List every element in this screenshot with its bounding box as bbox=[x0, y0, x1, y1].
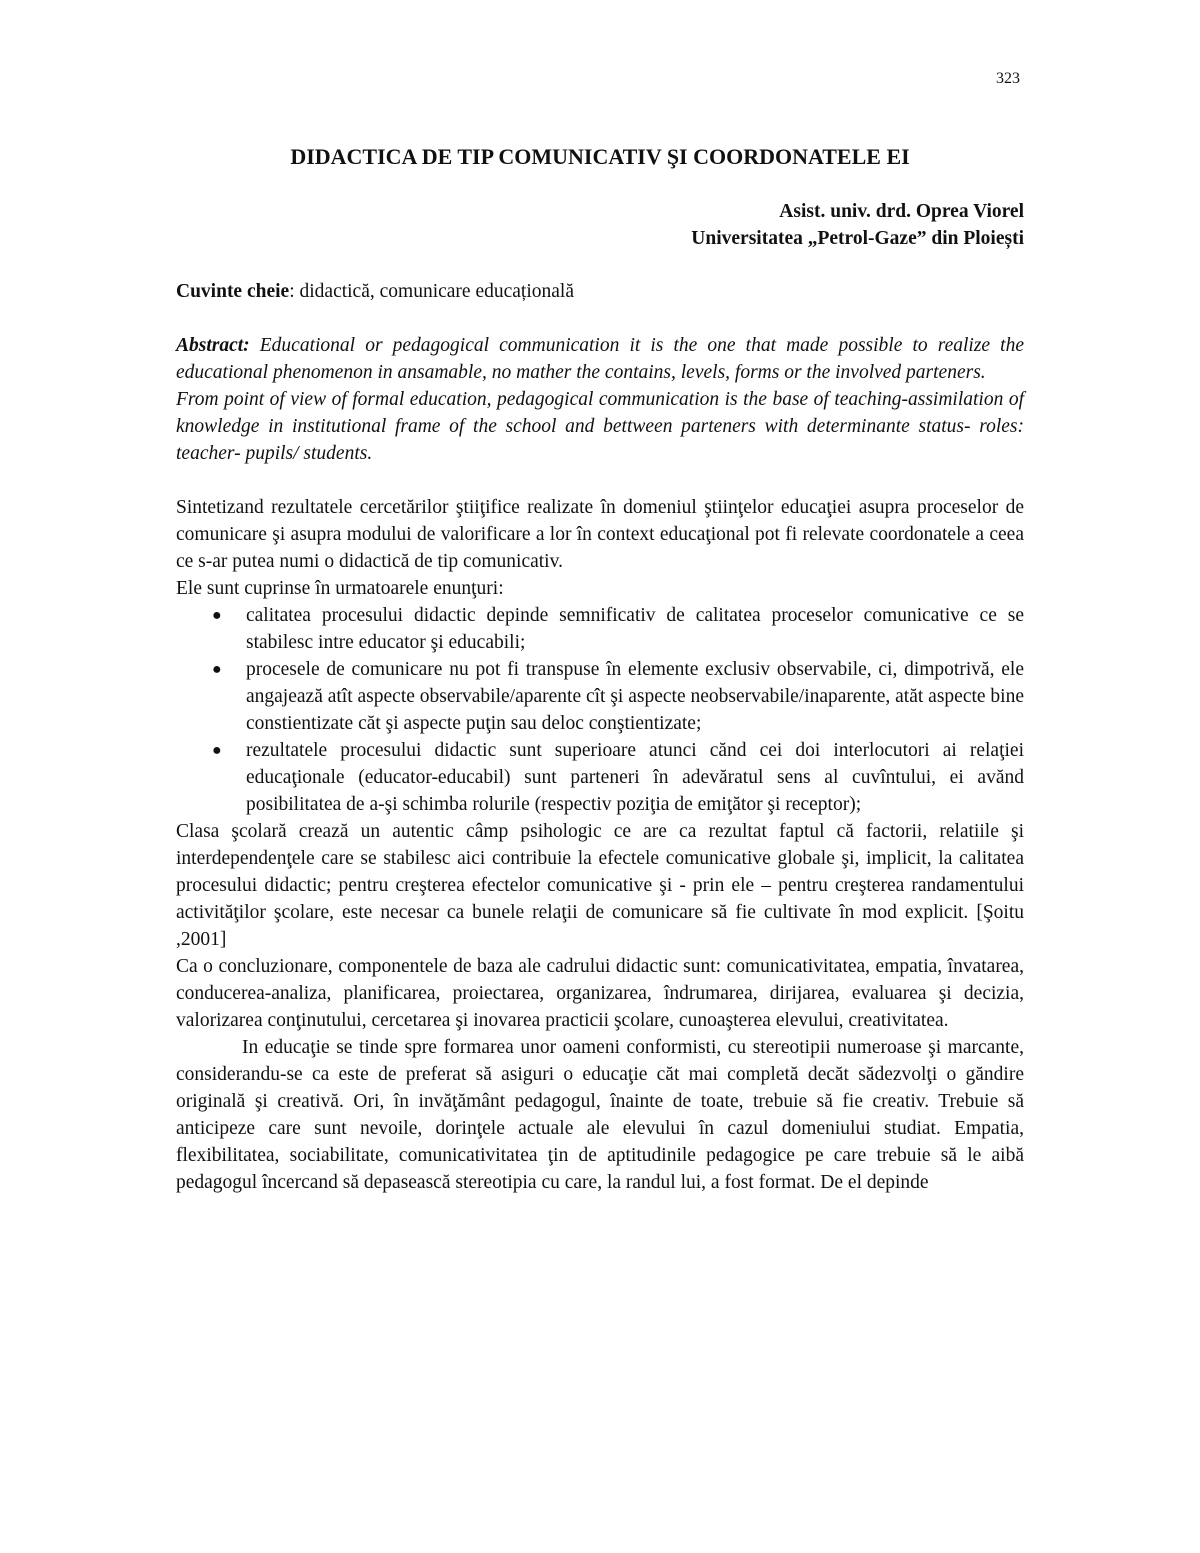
paper-content bbox=[176, 142, 1024, 1196]
list-item-text: calitatea procesului didactic depinde semnificativ de calitatea proceselor comunicative ce se stabilesc intre educator şi educabili; bbox=[246, 605, 1024, 653]
abstract-para-2: From point of view of formal education, pedagogical communication is the base of teaching-assimilation of knowledge in institutional frame of the school and bettween parteners with determinante status- roles: teacher- pupils/ students. bbox=[176, 389, 1024, 464]
bullet-icon: ● bbox=[212, 661, 222, 678]
keywords-text: : didactică, comunicare educațională bbox=[289, 281, 574, 302]
body-paragraph-2: Ele sunt cuprinse în urmatoarele enunţuri: bbox=[176, 578, 504, 599]
body-paragraph-4: Ca o concluzionare, componentele de baza ale cadrului didactic sunt: comunicativitatea, empatia, învatarea, conducerea-analiza, planificarea, proiectarea, organizarea, îndrumarea, dirijarea, evaluarea şi decizia, valorizarea conţinutului, cercetarea şi inovarea practicii şcolare, cunoaşterea elevului, creativitatea. bbox=[176, 956, 1024, 1031]
list-item bbox=[212, 656, 1024, 737]
page-number: 323 bbox=[996, 70, 1020, 87]
paper-title: DIDACTICA DE TIP COMUNICATIV ŞI COORDONATELE EI bbox=[290, 144, 910, 169]
author-name: Asist. univ. drd. Oprea Viorel bbox=[779, 201, 1024, 222]
abstract bbox=[176, 332, 1024, 467]
list-item bbox=[212, 737, 1024, 818]
list-item-text: procesele de comunicare nu pot fi transpuse în elemente exclusiv observabile, ci, dimpotrivă, ele angajează atît aspecte observabile/aparente cît şi aspecte neobservabile/inaparente, atăt aspecte bine constientizate căt şi aspecte puţin sau deloc conştientizate; bbox=[246, 659, 1024, 734]
list-item bbox=[212, 602, 1024, 656]
keywords bbox=[176, 278, 1024, 305]
body-paragraph-3: Clasa şcolară crează un autentic câmp psihologic ce are ca rezultat faptul că factorii, relatiile şi interdependenţele care se stabilesc aici contribuie la efectele comunicative globale şi, implicit, la calitatea procesului didactic; pentru creşterea efectelor comunicative şi - prin ele – pentru creşterea randamentului activităţilor şcolare, este necesar ca bunele relaţii de comunicare să fie cultivate în mod explicit. [Şoitu ,2001] bbox=[176, 821, 1024, 950]
body-paragraph-5: In educaţie se tinde spre formarea unor oameni conformisti, cu stereotipii numeroase şi marcante, considerandu-se ca este de preferat să asiguri o educaţie căt mai completă decăt sădezvolţi o găndire originală şi creativă. Ori, în invăţământ pedagogul, înainte de toate, trebuie să fie creativ. Trebuie să anticipeze care sunt nevoile, dorinţele actuale ale elevului în cazul domeniului studiat. Empatia, flexibilitatea, sociabilitate, comunicativitatea ţin de aptitudinile pedagogice pe care trebuie să le aibă pedagogul încercand să depasească stereotipia cu care, la randul lui, a fost format. De el depinde bbox=[176, 1037, 1024, 1193]
bullet-icon: ● bbox=[212, 607, 222, 624]
abstract-label: Abstract: bbox=[176, 335, 250, 356]
body-text bbox=[176, 494, 1024, 1196]
abstract-text-1: Educational or pedagogical communication it is the one that made possible to realize the educational phenomenon in ansamable, no mather the contains, levels, forms or the involved parteners. bbox=[176, 335, 1024, 383]
list-item-text: rezultatele procesului didactic sunt superioare atunci cănd cei doi interlocutori ai relaţiei educaţionale (educator-educabil) sunt parteneri în adevăratul sens al cuvîntului, ei avănd posibilitatea de a-şi schimba rolurile (respectiv poziţia de emiţător şi receptor); bbox=[246, 740, 1024, 815]
bullet-list bbox=[176, 602, 1024, 818]
bullet-icon: ● bbox=[212, 742, 222, 759]
keywords-label: Cuvinte cheie bbox=[176, 281, 290, 302]
author-affiliation: Universitatea „Petrol-Gaze” din Ploiești bbox=[691, 228, 1024, 249]
abstract-para-1 bbox=[176, 332, 1024, 386]
body-paragraph-1: Sintetizand rezultatele cercetărilor ştiiţifice realizate în domeniul ştiinţelor educaţiei asupra proceselor de comunicare şi asupra modului de valorificare a lor în context educaţional pot fi relevate coordonatele a ceea ce s-ar putea numi o didactică de tip comunicativ. bbox=[176, 497, 1024, 572]
